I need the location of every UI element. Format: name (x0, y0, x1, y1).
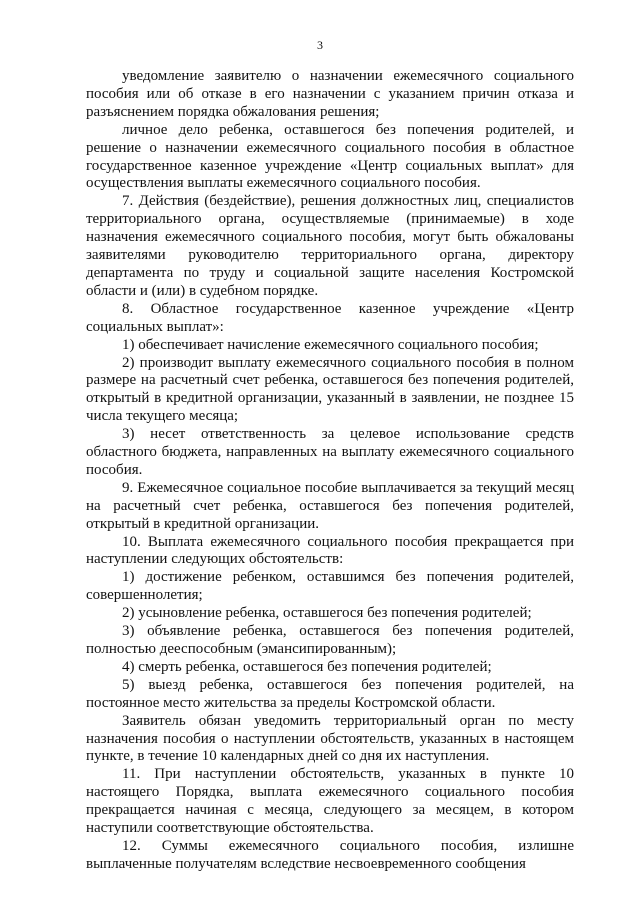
paragraph-item-8-2: 2) производит выплату ежемесячного социального пособия в полном размере на расчетный счет ребенка, оставшегося без попечения родителей, открытый в кредитной организации, указанный в заявлении, не позднее 15 числа текущего месяца; (86, 354, 574, 425)
paragraph-item-10-1: 1) достижение ребенком, оставшимся без попечения родителей, совершеннолетия; (86, 569, 574, 604)
paragraph-item-10-3: 3) объявление ребенка, оставшегося без попечения родителей, полностью дееспособным (эмансипированным); (86, 623, 574, 657)
paragraph-applicant-obligation: Заявитель обязан уведомить территориальный орган по месту назначения пособия о наступлении обстоятельств, указанных в настоящем пункте, в течение 10 календарных дней со дня их наступления. (86, 712, 574, 765)
paragraph-item-8-1: 1) обеспечивает начисление ежемесячного социального пособия; (122, 336, 539, 353)
page-number: 3 (317, 38, 323, 52)
paragraph-item-11: 11. При наступлении обстоятельств, указанных в пункте 10 настоящего Порядка, выплата ежемесячного социального пособия прекращается начиная с месяца, следующего за месяцем, в котором наступили соответствующие обстоятельства. (86, 766, 574, 837)
paragraph-item-10: 10. Выплата ежемесячного социального пособия прекращается при наступлении следующих обстоятельств: (86, 533, 574, 568)
paragraph-item-8-3: 3) несет ответственность за целевое использование средств областного бюджета, направленных на выплату ежемесячного социального пособия. (86, 426, 574, 478)
paragraph-item-7: 7. Действия (бездействие), решения должностных лиц, специалистов территориального органа, осуществляемые (принимаемые) в ходе назначения ежемесячного социального пособия, могут быть обжалованы заявителями руководителю территориального органа, директору департамента по труду и социальной защите населения Костромской области и (или) в судебном порядке. (86, 193, 574, 299)
paragraph-item-12: 12. Суммы ежемесячного социального пособия, излишне выплаченные получателям вследствие несвоевременного сообщения (86, 837, 574, 872)
paragraph-item-10-4: 4) смерть ребенка, оставшегося без попечения родителей; (122, 658, 492, 675)
paragraph-item-10-2: 2) усыновление ребенка, оставшегося без попечения родителей; (122, 605, 532, 622)
paragraph-item-8: 8. Областное государственное казенное учреждение «Центр социальных выплат»: (86, 300, 574, 335)
paragraph-item-9: 9. Ежемесячное социальное пособие выплачивается за текущий месяц на расчетный счет ребенка, оставшегося без попечения родителей, открытый в кредитной организации. (86, 479, 574, 532)
paragraph-personal-file: личное дело ребенка, оставшегося без попечения родителей, и решение о назначении ежемесячного социального пособия в областное государственное казенное учреждение «Центр социальных выплат» для осуществления выплаты ежемесячного социального пособия. (86, 121, 574, 192)
paragraph-notification: уведомление заявителю о назначении ежемесячного социального пособия или об отказе в его назначении с указанием причин отказа и разъяснением порядка обжалования решения; (86, 68, 574, 120)
document-body (86, 68, 574, 874)
paragraph-item-10-5: 5) выезд ребенка, оставшегося без попечения родителей, на постоянное место жительства за пределы Костромской области. (86, 676, 574, 711)
